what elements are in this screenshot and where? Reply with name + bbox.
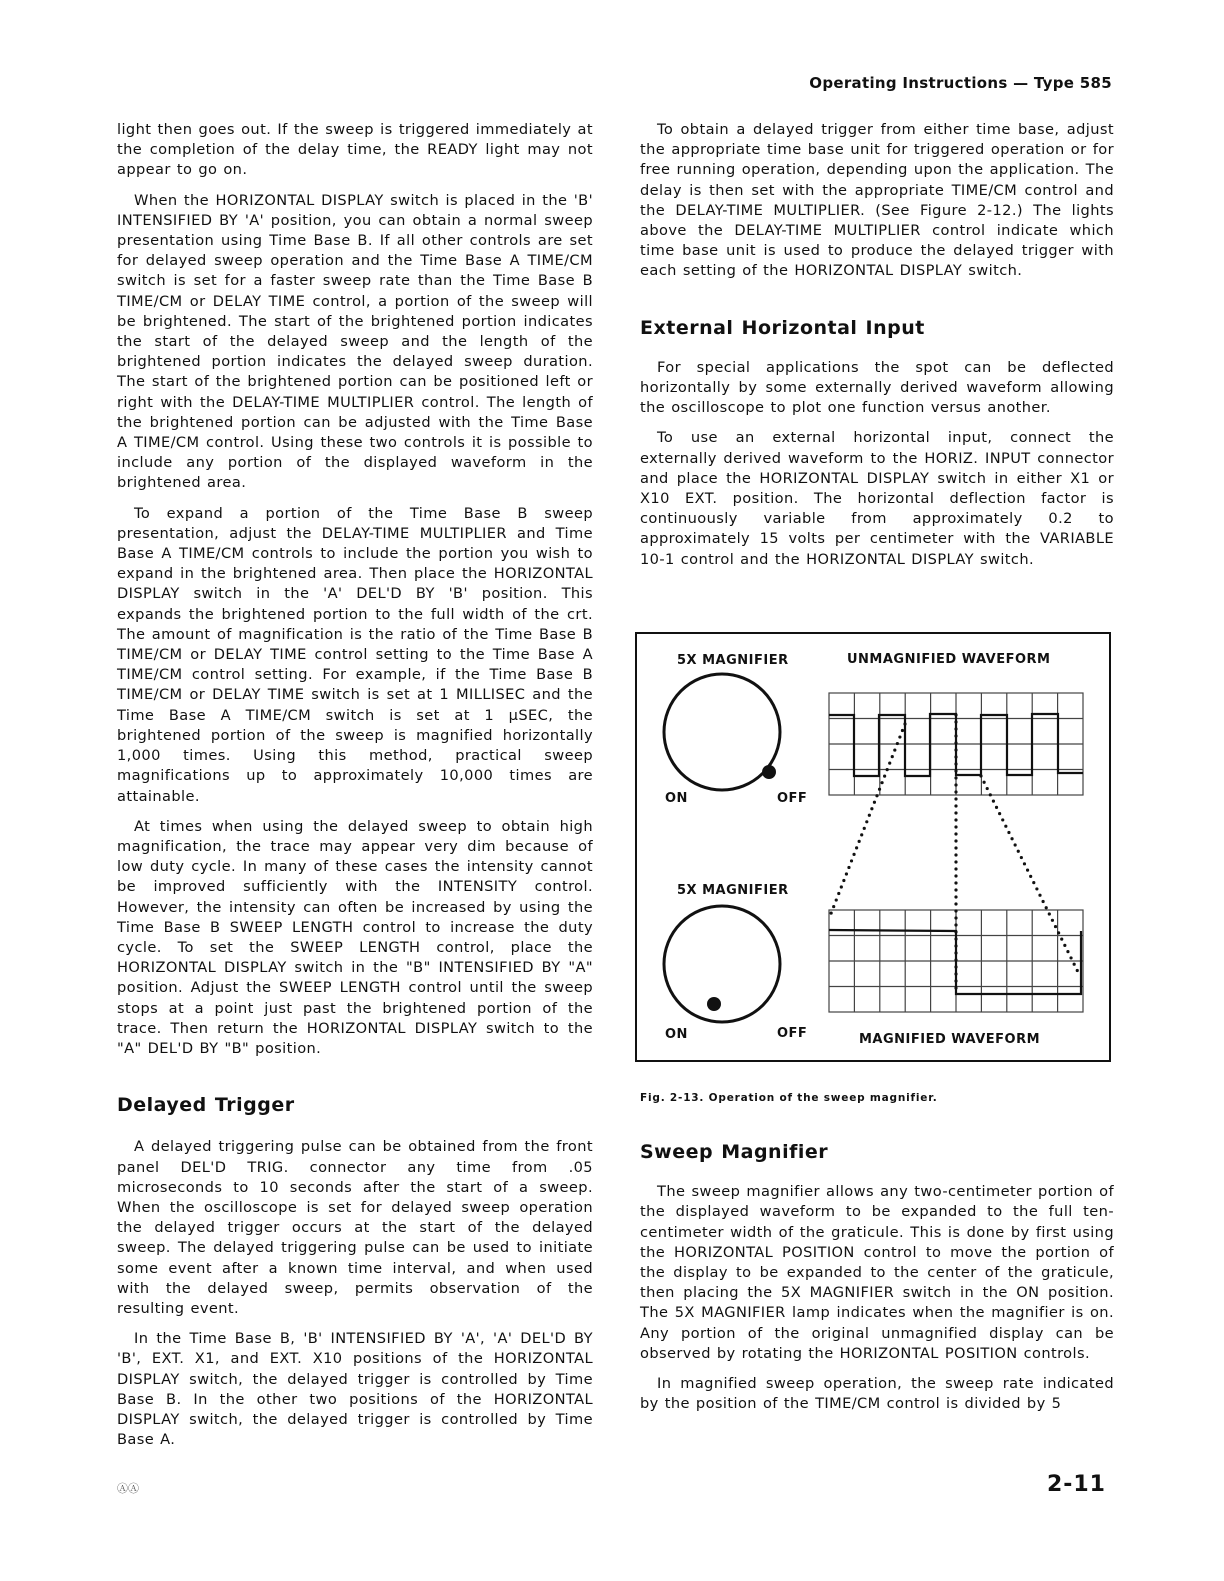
magnifier-knob-on-icon [664,906,780,1022]
section-heading-sweep-magnifier: Sweep Magnifier [640,1141,829,1163]
projection-dots [830,715,1079,994]
top-knob-on-label: ON [665,791,688,806]
top-knob-off-label: OFF [777,791,808,806]
left-column [117,120,593,1460]
figure-caption: Fig. 2-13. Operation of the sweep magnifier. [640,1092,938,1104]
right-column-lower [640,1142,1114,1424]
right-column [640,120,1114,580]
page-number: 2-11 [1046,1472,1106,1497]
paragraph: In magnified sweep operation, the sweep rate indicated by the position of the TIME/CM control is divided by 5 [640,1375,1114,1413]
bottom-knob-on-label: ON [665,1027,688,1042]
top-knob-label: 5X MAGNIFIER [677,653,789,668]
paragraph: The sweep magnifier allows any two-centimeter portion of the displayed waveform to be expanded to the full ten-centimeter width of the graticule. This is done by first using the HORIZONTAL POSITION control to move the portion of the display to be expanded to the center of the graticule, then placing the 5X MAGNIFIER switch in the ON position. The 5X MAGNIFIER lamp indicates when the magnifier is on. Any portion of the original unmagnified display can be observed by rotating the HORIZONTAL POSITION controls. [640,1183,1114,1362]
magnifier-knob-off-icon [664,674,780,790]
paragraph: To use an external horizontal input, connect the externally derived waveform to the HORIZ. INPUT connector and place the HORIZONTAL DISPLAY switch in either X1 or X10 EXT. position. The horizontal deflection factor is continuously variable from approximately 0.2 to approximately 15 volts per centimeter with the VARIABLE 10-1 control and the HORIZONTAL DISPLAY switch. [640,429,1114,568]
paragraph: A delayed triggering pulse can be obtained from the front panel DEL'D TRIG. connector any time from .05 microseconds to 10 seconds after the start of a sweep. When the oscilloscope is set for delayed sweep operation the delayed trigger occurs at the start of the delayed sweep. The delayed triggering pulse can be used to initiate some event after a known time interval, and when used with the delayed sweep, permits observation of the resulting event. [117,1138,593,1317]
bottom-waveform-label: MAGNIFIED WAVEFORM [859,1032,1041,1047]
paragraph: To obtain a delayed trigger from either time base, adjust the appropriate time base unit for triggered operation or for free running operation, depending upon the application. The delay is then set with the appropriate TIME/CM control and the DELAY-TIME MULTIPLIER. (See Figure 2-12.) The lights above the DELAY-TIME MULTIPLIER control indicate which time base unit is used to produce the delayed trigger with each setting of the HORIZONTAL DISPLAY switch. [640,121,1114,280]
bottom-knob-label: 5X MAGNIFIER [677,883,789,898]
bottom-knob-off-label: OFF [777,1026,808,1041]
paragraph: When the HORIZONTAL DISPLAY switch is placed in the 'B' INTENSIFIED BY 'A' position, you can obtain a normal sweep presentation using Time Base B. If all other controls are set for delayed sweep operation and the Time Base A TIME/CM switch is set for a faster sweep rate than the Time Base B TIME/CM or DELAY TIME control, a portion of the sweep will be brightened. The start of the brightened portion indicates the start of the delayed sweep and the length of the brightened portion indicates the delayed sweep duration. The start of the brightened portion can be positioned left or right with the DELAY-TIME MULTIPLIER control. The length of the brightened portion can be adjusted with the Time Base A TIME/CM control. Using these two controls it is possible to include any portion of the displayed waveform in the brightened area. [117,191,593,492]
page-header: Operating Instructions — Type 585 [809,74,1112,92]
section-heading-delayed-trigger: Delayed Trigger [117,1094,295,1117]
section-heading-external-horizontal-input: External Horizontal Input [640,316,925,339]
paragraph: At times when using the delayed sweep to obtain high magnification, the trace may appear very dim because of low duty cycle. In many of these cases the intensity cannot be improved sufficiently with the INTENSITY control. However, the intensity can often be increased by using the Time Base B SWEEP LENGTH control to increase the duty cycle. To set the SWEEP LENGTH control, place the HORIZONTAL DISPLAY switch in the "B" INTENSIFIED BY "A" position. Adjust the SWEEP LENGTH control until the sweep stops at a point just past the brightened portion of the trace. Then return the HORIZONTAL DISPLAY switch to the "A" DEL'D BY "B" position. [117,817,593,1057]
figure-sweep-magnifier [635,632,1111,1062]
paragraph: For special applications the spot can be deflected horizontally by some externally derived waveform allowing the oscilloscope to plot one function versus another. [640,358,1114,417]
paragraph: To expand a portion of the Time Base B sweep presentation, adjust the DELAY-TIME MULTIPLIER and Time Base A TIME/CM controls to include the portion you wish to expand in the brightened area. Then place the HORIZONTAL DISPLAY switch in the 'A' DEL'D BY 'B' position. This expands the brightened portion to the full width of the crt. The amount of magnification is the ratio of the Time Base B TIME/CM or DELAY TIME control setting to the Time Base A TIME/CM control setting. For example, if the Time Base B TIME/CM or DELAY TIME switch is set at 1 MILLISEC and the Time Base A TIME/CM switch is set at 1 μSEC, the brightened portion of the sweep is magnified horizontally 1,000 times. Using this method, practical sweep magnifications up to approximately 10,000 times are attainable. [117,504,593,805]
top-waveform-label: UNMAGNIFIED WAVEFORM [847,652,1051,667]
paragraph: light then goes out. If the sweep is triggered immediately at the completion of the delay time, the READY light may not appear to go on. [117,121,593,179]
sweep-magnifier-diagram [637,634,1109,1060]
publisher-mark: ⒶⒶ [117,1482,139,1495]
paragraph: In the Time Base B, 'B' INTENSIFIED BY 'A', 'A' DEL'D BY 'B', EXT. X1, and EXT. X10 positions of the HORIZONTAL DISPLAY switch, the delayed trigger is controlled by Time Base B. In the other two positions of the HORIZONTAL DISPLAY switch, the delayed trigger is controlled by Time Base A. [117,1330,593,1449]
